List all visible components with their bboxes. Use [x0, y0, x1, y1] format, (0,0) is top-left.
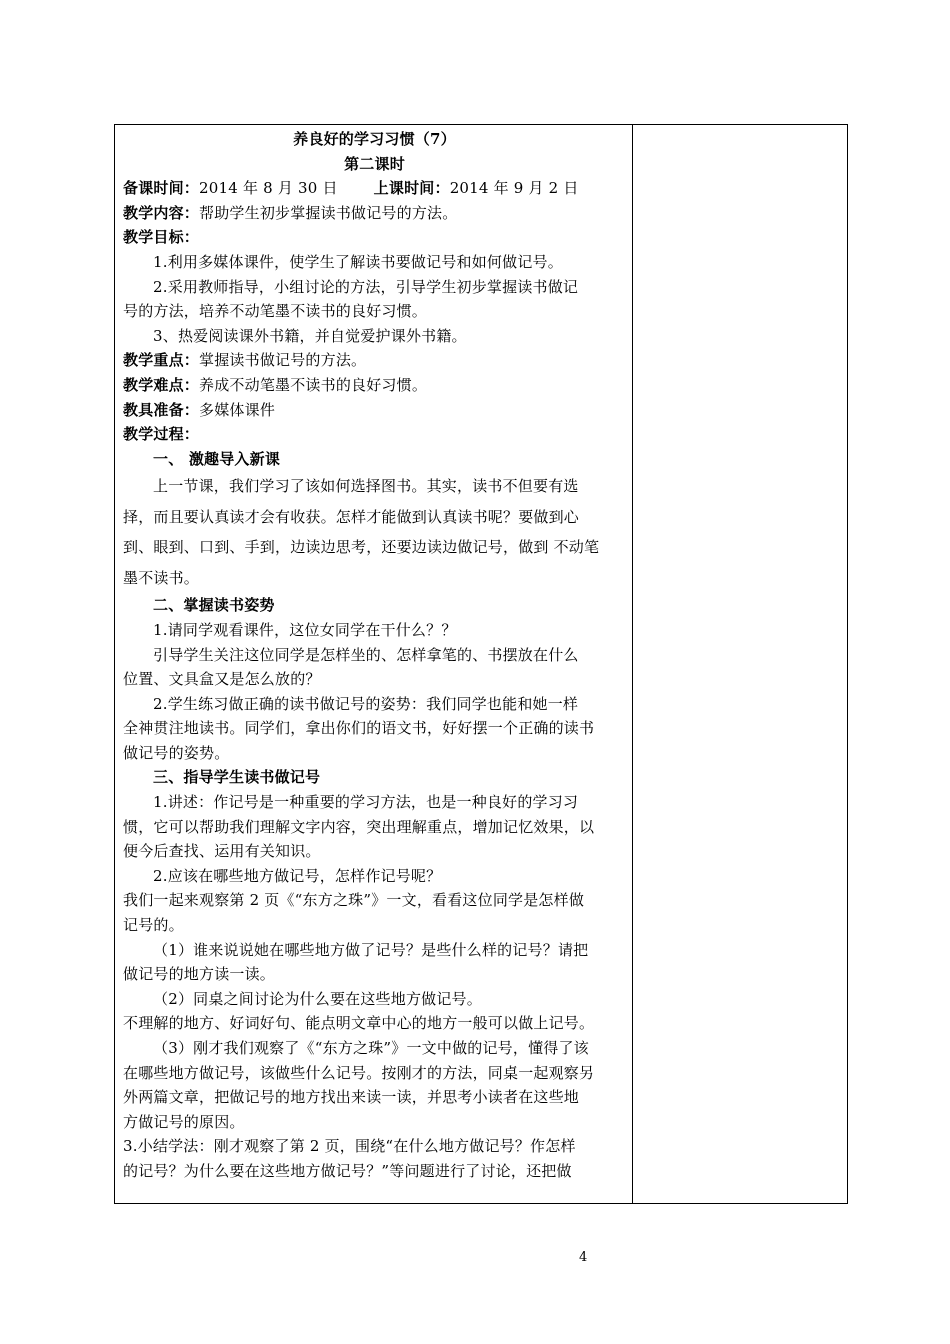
lesson-title: 养良好的学习习惯（7） [293, 130, 456, 148]
goal-item-continued: 号的方法，培养不动笔墨不读书的良好习惯。 [123, 302, 428, 321]
section-title: 二、掌握读书姿势 [153, 596, 275, 615]
section-title: 一、 激趣导入新课 [153, 449, 281, 468]
difficulty-value: 养成不动笔墨不读书的良好习惯。 [199, 375, 428, 394]
paragraph-line: 1.请同学观看课件，这位女同学在干什么？？ [153, 620, 457, 639]
paragraph-line: 墨不读书。 [123, 568, 200, 587]
paragraph-line: 1.讲述：作记号是一种重要的学习方法，也是一种良好的学习习 [153, 793, 579, 812]
paragraph-line: 全神贯注地读书。同学们，拿出你们的语文书，好好摆一个正确的读书 [123, 719, 595, 738]
process-label: 教学过程： [123, 425, 200, 444]
teaching-content-row [123, 201, 626, 226]
teaching-content-value: 帮助学生初步掌握读书做记号的方法。 [199, 203, 458, 222]
paragraph-line: （1）谁来说说她在哪些地方做了记号？是些什么样的记号？请把 [153, 940, 589, 959]
class-time-label: 上课时间： [373, 179, 450, 198]
tools-label: 教具准备： [123, 400, 200, 419]
paragraph-line: 不理解的地方、好词好句、能点明文章中心的地方一般可以做上记号。 [123, 1014, 595, 1033]
paragraph-line: 惯，它可以帮助我们理解文字内容，突出理解重点，增加记忆效果，以 [123, 817, 595, 836]
key-point-value: 掌握读书做记号的方法。 [199, 351, 367, 370]
notes-cell [633, 125, 847, 1203]
paragraph-line: 在哪些地方做记号，该做些什么记号。按刚才的方法，同桌一起观察另 [123, 1063, 595, 1082]
paragraph-line: 的记号？为什么要在这些地方做记号？”等问题进行了讨论，还把做 [123, 1161, 572, 1180]
teaching-goals-label: 教学目标： [123, 228, 200, 247]
tools-row [123, 398, 626, 423]
lesson-plan-cell [115, 125, 632, 1203]
lesson-plan-table [114, 124, 848, 1204]
paragraph-line: 做记号的姿势。 [123, 743, 230, 762]
paragraph-line: 位置、文具盒又是怎么放的？ [123, 670, 321, 689]
paragraph-line: （2）同桌之间讨论为什么要在这些地方做记号。 [153, 989, 482, 1008]
paragraph-line: 上一节课，我们学习了该如何选择图书。其实，读书不但要有选 [153, 477, 579, 496]
paragraph-line: 择，而且要认真读才会有收获。怎样才能做到认真读书呢？要做到心 [123, 507, 580, 526]
paragraph-line: 记号的。 [123, 916, 184, 935]
prep-time-label: 备课时间： [123, 179, 200, 198]
difficulty-row [123, 373, 626, 398]
key-point-label: 教学重点： [123, 351, 200, 370]
paragraph-line: 引导学生关注这位同学是怎样坐的、怎样拿笔的、书摆放在什么 [153, 645, 579, 664]
paragraph-line: 到、眼到、口到、手到，边读边思考，还要边读边做记号，做到 不动笔 [123, 538, 600, 557]
prep-time-value: 2014 年 8 月 30 日 [199, 179, 338, 198]
schedule-row [123, 176, 626, 201]
paragraph-line: 外两篇文章，把做记号的地方找出来读一读，并思考小读者在这些地 [123, 1088, 580, 1107]
paragraph-line: 做记号的地方读一读。 [123, 965, 276, 984]
section-title: 三、指导学生读书做记号 [153, 768, 321, 787]
teaching-content-label: 教学内容： [123, 203, 200, 222]
class-time-value: 2014 年 9 月 2 日 [449, 179, 579, 198]
paragraph-line: 便今后查找、运用有关知识。 [123, 842, 321, 861]
goal-item: 3、热爱阅读课外书籍，并自觉爱护课外书籍。 [153, 326, 467, 345]
paragraph-line: 2.学生练习做正确的读书做记号的姿势：我们同学也能和她一样 [153, 694, 579, 713]
key-point-row [123, 348, 626, 373]
lesson-subtitle: 第二课时 [344, 154, 405, 173]
paragraph-line: 3.小结学法：刚才观察了第 2 页，围绕“在什么地方做记号？作怎样 [123, 1137, 576, 1156]
goal-item: 2.采用教师指导，小组讨论的方法，引导学生初步掌握读书做记 [153, 277, 579, 296]
page-number: 4 [579, 1250, 588, 1265]
paragraph-line: 方做记号的原因。 [123, 1112, 245, 1131]
tools-value: 多媒体课件 [199, 400, 276, 419]
paragraph-line: 2.应该在哪些地方做记号，怎样作记号呢？ [153, 866, 442, 885]
goal-item: 1.利用多媒体课件，使学生了解读书要做记号和如何做记号。 [153, 252, 563, 271]
paragraph-line: （3）刚才我们观察了《“东方之珠”》一文中做的记号，懂得了该 [153, 1039, 589, 1057]
paragraph-line: 我们一起来观察第 2 页《“东方之珠”》一文，看看这位同学是怎样做 [123, 891, 585, 910]
difficulty-label: 教学难点： [123, 375, 200, 394]
